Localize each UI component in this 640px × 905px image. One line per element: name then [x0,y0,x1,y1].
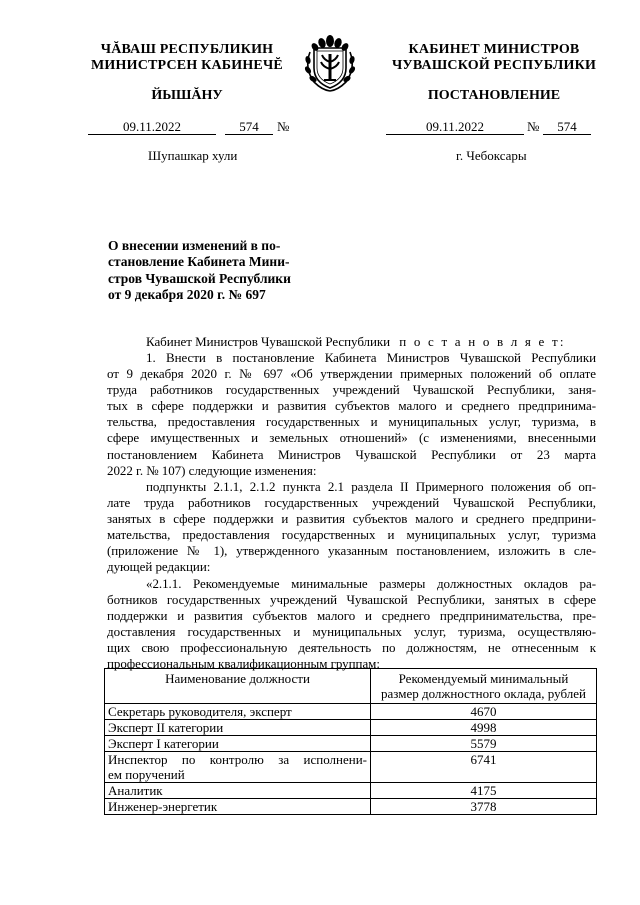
text-line: тельства, предоставления государственных и муниципальных услуг, туризма, в [107,414,596,430]
position-name: Секретарь руководителя, эксперт [105,704,371,720]
column-header-salary-line1: Рекомендуемый минимальный [398,671,569,686]
table-row [105,704,597,720]
right-place: г. Чебоксары [456,148,527,163]
document-subject [108,238,308,303]
right-number: 574 [543,119,591,135]
position-name: Аналитик [105,783,371,799]
text-line: поддержки и развития субъектов малого и среднего предпринимательства, пре- [107,608,596,624]
table-row [105,783,597,799]
text-line: постановлением Кабинета Министров Чувашской Республики от 23 марта [107,446,596,462]
right-number-sign: № [527,119,540,134]
header-right-line2: ЧУВАШСКОЙ РЕСПУБЛИКИ [391,58,597,73]
header-right-org [380,42,608,74]
salary-value: 5579 [371,736,597,752]
column-header-salary-line2: размер должностного оклада, рублей [381,686,586,701]
intro-spaced: п о с т а н о в л я е т: [399,334,566,349]
salary-value: 4175 [371,783,597,799]
text-line: мательства, предоставления государственных и муниципальных услуг, туризма [107,527,596,543]
table-row [105,720,597,736]
column-header-position: Наименование должности [105,669,371,704]
chuvash-republic-emblem-icon [300,28,360,94]
salary-value: 4670 [371,704,597,720]
paragraph-2 [107,479,596,576]
text-line: от 9 декабря 2020 г. № 697 «Об утверждении примерных положений об оплате [107,366,596,382]
header-left-line1: ЧĂВАШ РЕСПУБЛИКИН [100,42,274,57]
left-number: 574 [225,119,273,135]
text-line: доставления государственных и муниципальных услуг, туризма, осуществляю- [107,624,596,640]
paragraph-3 [107,576,596,673]
text-line: щих свою профессиональную деятельность по должностям, не отнесенным к [107,640,596,656]
table-row [105,752,597,783]
position-name-line2: ем поручений [108,767,185,782]
text-line: подпункты 2.1.1, 2.1.2 пункта 2.1 раздела II Примерного положения об оп- [146,479,596,494]
text-line: (приложение № 1), утвержденного указанным постановлением, изложить в сле- [107,543,596,559]
position-name: Инженер-энергетик [105,799,371,815]
text-line: труда работников государственных учреждений Чувашской Республики, заня- [107,382,596,398]
position-name-line1: Инспектор по контролю за исполнени- [108,752,367,767]
salary-table [104,668,597,815]
left-number-sign: № [277,119,290,134]
position-name: Эксперт II категории [105,720,371,736]
left-place: Шупашкар хули [148,148,238,163]
position-name: Эксперт I категории [105,736,371,752]
salary-value: 3778 [371,799,597,815]
subject-line: О внесении изменений в по- [108,238,281,253]
subject-line: стров Чувашской Республики [108,270,291,286]
text-line: 1. Внести в постановление Кабинета Министров Чувашской Республики [146,350,596,365]
right-date: 09.11.2022 [386,119,524,135]
header-right-line1: КАБИНЕТ МИНИСТРОВ [408,42,580,57]
text-line: дующей редакции: [107,559,211,575]
text-line: сфере имущественных и земельных отношений» (с изменениями, внесенными [107,430,596,446]
left-date: 09.11.2022 [88,119,216,135]
text-line: профессиональным квалификационным группам: [107,656,380,672]
table-row [105,799,597,815]
salary-value: 4998 [371,720,597,736]
text-line: лате труда работников государственных учреждений Чувашской Республики, [107,495,596,511]
header-left-line2: МИНИСТРСЕН КАБИНЕЧĔ [91,58,283,73]
position-name [105,752,371,783]
intro-line [107,334,596,350]
table-header-row [105,669,597,704]
text-line: 2022 г. № 107) следующие изменения: [107,462,317,478]
column-header-salary [371,669,597,704]
text-line: «2.1.1. Рекомендуемые минимальные размеры должностных окладов ра- [146,576,596,591]
header-left-org [78,42,296,74]
text-line: занятых в сфере поддержки и развития субъектов малого и среднего предприни- [107,511,596,527]
subject-line: становление Кабинета Мини- [108,254,290,270]
paragraph-1 [107,350,596,479]
salary-value: 6741 [371,752,597,783]
intro-main: Кабинет Министров Чувашской Республики [146,334,391,349]
table-row [105,736,597,752]
header-right-doc-type: ПОСТАНОВЛЕНИЕ [427,88,561,103]
text-line: тых в сфере поддержки и развития субъектов малого и среднего предпринима- [107,398,596,414]
text-line: ботников государственных учреждений Чувашской Республики, занятых в сфере [107,592,596,608]
subject-line: от 9 декабря 2020 г. № 697 [108,286,266,302]
header-left-doc-type: ЙЫШĂНУ [151,88,223,103]
